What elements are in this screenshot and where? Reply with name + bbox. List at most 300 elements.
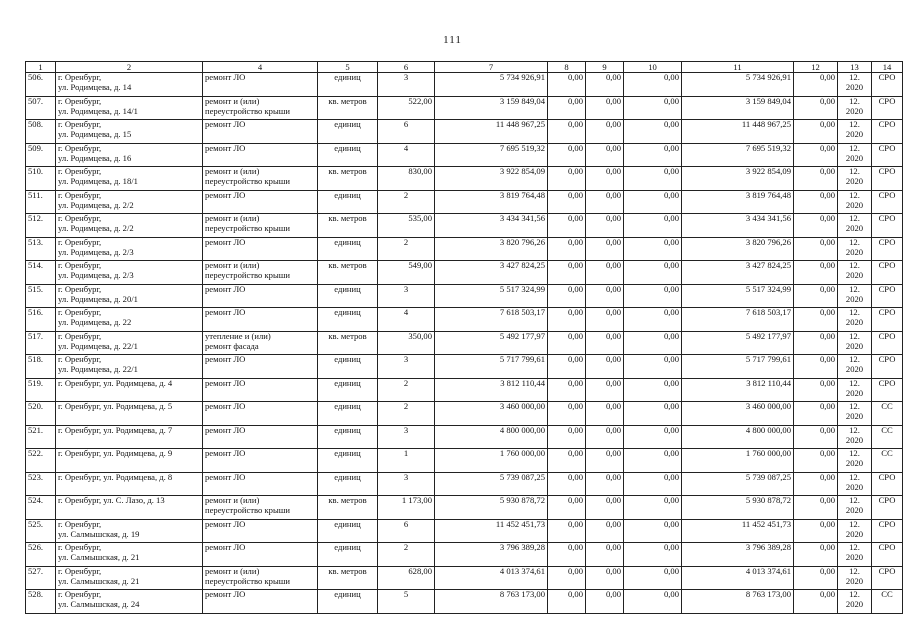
row-number: 519.: [26, 378, 56, 402]
quantity-cell: 2: [378, 237, 435, 261]
work-type-cell-line: ремонт и (или): [205, 260, 260, 270]
address-cell: [56, 284, 203, 308]
work-type-cell-line: [205, 459, 315, 469]
completion-date-cell-line: 12.: [849, 401, 860, 411]
completion-date-cell-line: 12.: [849, 448, 860, 458]
unit-cell: кв. метров: [318, 261, 378, 285]
completion-date-cell-line: 12.: [849, 542, 860, 552]
completion-date-cell: [838, 472, 872, 496]
row-number: 517.: [26, 331, 56, 355]
address-cell-line: г. Оренбург,: [58, 143, 102, 153]
completion-date-cell-line: 12.: [849, 260, 860, 270]
work-type-cell-line: ремонт и (или): [205, 213, 260, 223]
unit-cell: единиц: [318, 402, 378, 426]
col-8-cell: 0,00: [548, 143, 586, 167]
row-number: 520.: [26, 402, 56, 426]
total-cost-cell: 3 796 389,28: [435, 543, 548, 567]
col-9-cell: 0,00: [586, 543, 624, 567]
funding-source-cell: СС: [872, 449, 903, 473]
col-11-cell: 8 763 173,00: [682, 590, 794, 614]
work-type-cell: [203, 566, 318, 590]
table-row: [26, 214, 903, 238]
unit-cell: единиц: [318, 190, 378, 214]
row-number: 511.: [26, 190, 56, 214]
col-8-cell: 0,00: [548, 331, 586, 355]
address-cell: [56, 543, 203, 567]
completion-date-cell-line: 2020: [845, 293, 864, 304]
address-cell-line: г. Оренбург,: [58, 519, 102, 529]
col-8-cell: 0,00: [548, 96, 586, 120]
col-12-cell: 0,00: [794, 590, 838, 614]
address-cell: [56, 190, 203, 214]
total-cost-cell: 7 695 519,32: [435, 143, 548, 167]
row-number: 507.: [26, 96, 56, 120]
work-type-cell: [203, 237, 318, 261]
address-cell-line: [58, 436, 200, 446]
address-cell-line: г. Оренбург,: [58, 589, 102, 599]
funding-source-cell: СРО: [872, 496, 903, 520]
col-12-cell: 0,00: [794, 543, 838, 567]
col-11-cell: 3 796 389,28: [682, 543, 794, 567]
col-11-cell: 1 760 000,00: [682, 449, 794, 473]
work-type-cell-line: [205, 83, 315, 93]
quantity-cell: 350,00: [378, 331, 435, 355]
work-type-cell-line: [205, 201, 315, 211]
completion-date-cell: [838, 331, 872, 355]
col-11-cell: 11 452 451,73: [682, 519, 794, 543]
total-cost-cell: 4 800 000,00: [435, 425, 548, 449]
funding-source-cell: СРО: [872, 331, 903, 355]
completion-date-cell: [838, 402, 872, 426]
address-cell-line: г. Оренбург,: [58, 354, 102, 364]
work-type-cell-line: переустройство крыши: [205, 105, 290, 116]
col-8-cell: 0,00: [548, 167, 586, 191]
col-12-cell: 0,00: [794, 261, 838, 285]
address-cell-line: г. Оренбург,: [58, 72, 102, 82]
work-type-cell-line: ремонт ЛО: [205, 143, 246, 153]
completion-date-cell-line: 12.: [849, 425, 860, 435]
col-10-cell: 0,00: [624, 73, 682, 97]
work-type-cell-line: ремонт ЛО: [205, 119, 246, 129]
address-cell: [56, 378, 203, 402]
work-type-cell: [203, 190, 318, 214]
completion-date-cell-line: 2020: [845, 223, 864, 233]
col-10-cell: 0,00: [624, 190, 682, 214]
completion-date-cell-line: 2020: [845, 176, 864, 186]
completion-date-cell-line: 12.: [849, 96, 860, 106]
completion-date-cell: [838, 261, 872, 285]
col-10-cell: 0,00: [624, 378, 682, 402]
col-9-cell: 0,00: [586, 190, 624, 214]
address-cell-line: ул. Родимцева, д. 22: [58, 317, 132, 327]
col-12-cell: 0,00: [794, 73, 838, 97]
address-cell: [56, 355, 203, 379]
completion-date-cell-line: 2020: [845, 481, 864, 492]
address-cell: [56, 143, 203, 167]
address-cell-line: ул. Родимцева, д. 2/2: [58, 199, 134, 210]
address-cell-line: ул. Родимцева, д. 22/1: [58, 364, 138, 374]
address-cell: [56, 120, 203, 144]
completion-date-cell: [838, 449, 872, 473]
address-cell-line: ул. Родимцева, д. 15: [58, 129, 132, 139]
address-cell-line: г. Оренбург,: [58, 237, 102, 247]
work-type-cell: [203, 519, 318, 543]
unit-cell: единиц: [318, 308, 378, 332]
completion-date-cell: [838, 308, 872, 332]
unit-cell: единиц: [318, 355, 378, 379]
total-cost-cell: 3 460 000,00: [435, 402, 548, 426]
col-8-cell: 0,00: [548, 284, 586, 308]
completion-date-cell: [838, 190, 872, 214]
col-10-cell: 0,00: [624, 496, 682, 520]
column-header: 10: [624, 62, 682, 73]
address-cell-line: г. Оренбург, ул. Родимцева, д. 7: [58, 425, 173, 435]
table-row: [26, 120, 903, 144]
col-9-cell: 0,00: [586, 519, 624, 543]
address-cell-line: ул. Родимцева, д. 2/3: [58, 246, 134, 257]
column-header: 5: [318, 62, 378, 73]
work-type-cell: [203, 449, 318, 473]
col-9-cell: 0,00: [586, 496, 624, 520]
total-cost-cell: 5 717 799,61: [435, 355, 548, 379]
total-cost-cell: 4 013 374,61: [435, 566, 548, 590]
completion-date-cell: [838, 566, 872, 590]
col-10-cell: 0,00: [624, 449, 682, 473]
quantity-cell: 522,00: [378, 96, 435, 120]
completion-date-cell-line: 12.: [849, 72, 860, 82]
col-12-cell: 0,00: [794, 284, 838, 308]
row-number: 508.: [26, 120, 56, 144]
work-type-cell: [203, 543, 318, 567]
page-number: 111: [443, 34, 462, 46]
address-cell: [56, 214, 203, 238]
total-cost-cell: 8 763 173,00: [435, 590, 548, 614]
col-12-cell: 0,00: [794, 402, 838, 426]
unit-cell: единиц: [318, 284, 378, 308]
completion-date-cell: [838, 519, 872, 543]
unit-cell: единиц: [318, 378, 378, 402]
col-9-cell: 0,00: [586, 73, 624, 97]
col-8-cell: 0,00: [548, 237, 586, 261]
funding-source-cell: СРО: [872, 143, 903, 167]
col-9-cell: 0,00: [586, 402, 624, 426]
funding-source-cell: СРО: [872, 566, 903, 590]
funding-source-cell: СРО: [872, 308, 903, 332]
work-type-cell: [203, 425, 318, 449]
table-row: [26, 331, 903, 355]
address-cell-line: [58, 506, 200, 516]
completion-date-cell-line: 2020: [845, 129, 864, 139]
col-12-cell: 0,00: [794, 167, 838, 191]
completion-date-cell: [838, 73, 872, 97]
funding-source-cell: СРО: [872, 237, 903, 261]
row-number: 516.: [26, 308, 56, 332]
completion-date-cell-line: 12.: [849, 143, 860, 153]
funding-source-cell: СРО: [872, 190, 903, 214]
col-12-cell: 0,00: [794, 308, 838, 332]
row-number: 509.: [26, 143, 56, 167]
total-cost-cell: 5 517 324,99: [435, 284, 548, 308]
column-header: 12: [794, 62, 838, 73]
address-cell: [56, 237, 203, 261]
col-12-cell: 0,00: [794, 331, 838, 355]
table-row: [26, 355, 903, 379]
col-9-cell: 0,00: [586, 425, 624, 449]
completion-date-cell: [838, 425, 872, 449]
unit-cell: кв. метров: [318, 167, 378, 191]
col-11-cell: 7 695 519,32: [682, 143, 794, 167]
completion-date-cell-line: 2020: [845, 364, 864, 374]
col-10-cell: 0,00: [624, 543, 682, 567]
completion-date-cell-line: 2020: [845, 387, 864, 398]
table-row: [26, 167, 903, 191]
work-type-cell-line: [205, 600, 315, 610]
work-type-cell-line: [205, 553, 315, 563]
col-10-cell: 0,00: [624, 143, 682, 167]
table-body: [26, 73, 903, 614]
quantity-cell: 628,00: [378, 566, 435, 590]
col-11-cell: 3 922 854,09: [682, 167, 794, 191]
completion-date-cell-line: 12.: [849, 119, 860, 129]
column-header: 11: [682, 62, 794, 73]
col-11-cell: 4 013 374,61: [682, 566, 794, 590]
address-cell: [56, 261, 203, 285]
work-type-cell: [203, 308, 318, 332]
table-row: [26, 284, 903, 308]
quantity-cell: 549,00: [378, 261, 435, 285]
work-type-cell: [203, 331, 318, 355]
address-cell: [56, 331, 203, 355]
address-cell: [56, 308, 203, 332]
total-cost-cell: 7 618 503,17: [435, 308, 548, 332]
total-cost-cell: 3 812 110,44: [435, 378, 548, 402]
quantity-cell: 3: [378, 472, 435, 496]
completion-date-cell-line: 12.: [849, 237, 860, 247]
table-row: [26, 378, 903, 402]
row-number: 526.: [26, 543, 56, 567]
unit-cell: единиц: [318, 449, 378, 473]
work-type-cell-line: [205, 248, 315, 258]
completion-date-cell-line: 12.: [849, 213, 860, 223]
work-type-cell-line: ремонт ЛО: [205, 448, 246, 458]
col-9-cell: 0,00: [586, 472, 624, 496]
total-cost-cell: 5 739 087,25: [435, 472, 548, 496]
table-row: [26, 96, 903, 120]
work-type-cell: [203, 120, 318, 144]
completion-date-cell-line: 12.: [849, 190, 860, 200]
col-11-cell: 5 492 177,97: [682, 331, 794, 355]
work-type-cell: [203, 472, 318, 496]
address-cell-line: г. Оренбург, ул. Родимцева, д. 5: [58, 401, 173, 411]
table-row: [26, 143, 903, 167]
unit-cell: кв. метров: [318, 214, 378, 238]
row-number: 515.: [26, 284, 56, 308]
completion-date-cell: [838, 214, 872, 238]
total-cost-cell: 3 159 849,04: [435, 96, 548, 120]
table-row: [26, 402, 903, 426]
col-8-cell: 0,00: [548, 402, 586, 426]
work-type-cell: [203, 73, 318, 97]
row-number: 512.: [26, 214, 56, 238]
funding-source-cell: СРО: [872, 167, 903, 191]
work-type-cell: [203, 355, 318, 379]
completion-date-cell: [838, 120, 872, 144]
funding-source-cell: СРО: [872, 96, 903, 120]
completion-date-cell-line: 12.: [849, 495, 860, 505]
total-cost-cell: 5 492 177,97: [435, 331, 548, 355]
address-cell: [56, 167, 203, 191]
column-header: 2: [56, 62, 203, 73]
total-cost-cell: 3 820 796,26: [435, 237, 548, 261]
completion-date-cell: [838, 543, 872, 567]
funding-source-cell: СРО: [872, 543, 903, 567]
col-10-cell: 0,00: [624, 566, 682, 590]
completion-date-cell-line: 12.: [849, 566, 860, 576]
col-9-cell: 0,00: [586, 284, 624, 308]
col-11-cell: 7 618 503,17: [682, 308, 794, 332]
col-10-cell: 0,00: [624, 261, 682, 285]
address-cell-line: [58, 459, 200, 469]
work-type-cell-line: [205, 436, 315, 446]
completion-date-cell-line: 12.: [849, 472, 860, 482]
address-cell-line: [58, 412, 200, 422]
col-12-cell: 0,00: [794, 190, 838, 214]
col-11-cell: 5 734 926,91: [682, 73, 794, 97]
col-10-cell: 0,00: [624, 237, 682, 261]
work-type-cell-line: переустройство крыши: [205, 505, 290, 515]
table-row: [26, 566, 903, 590]
column-header: 1: [26, 62, 56, 73]
col-10-cell: 0,00: [624, 355, 682, 379]
work-type-cell-line: ремонт ЛО: [205, 425, 246, 435]
column-header: 7: [435, 62, 548, 73]
funding-source-cell: СС: [872, 402, 903, 426]
address-cell-line: [58, 389, 200, 399]
col-12-cell: 0,00: [794, 214, 838, 238]
col-8-cell: 0,00: [548, 355, 586, 379]
col-11-cell: 5 717 799,61: [682, 355, 794, 379]
funding-source-cell: СРО: [872, 214, 903, 238]
col-12-cell: 0,00: [794, 449, 838, 473]
funding-source-cell: СРО: [872, 120, 903, 144]
work-type-cell: [203, 143, 318, 167]
column-header: 4: [203, 62, 318, 73]
work-type-cell: [203, 590, 318, 614]
table-row: [26, 261, 903, 285]
unit-cell: единиц: [318, 519, 378, 543]
col-10-cell: 0,00: [624, 96, 682, 120]
address-cell-line: ул. Родимцева, д. 14: [58, 82, 132, 92]
funding-source-cell: СРО: [872, 261, 903, 285]
completion-date-cell: [838, 378, 872, 402]
col-12-cell: 0,00: [794, 519, 838, 543]
completion-date-cell-line: 2020: [845, 458, 864, 468]
completion-date-cell-line: 12.: [849, 519, 860, 529]
work-type-cell-line: [205, 412, 315, 422]
address-cell-line: ул. Родимцева, д. 16: [58, 152, 132, 163]
col-10-cell: 0,00: [624, 519, 682, 543]
funding-source-cell: СРО: [872, 472, 903, 496]
col-12-cell: 0,00: [794, 566, 838, 590]
work-type-cell-line: ремонт и (или): [205, 166, 260, 176]
work-type-cell-line: ремонт ЛО: [205, 519, 246, 529]
quantity-cell: 4: [378, 308, 435, 332]
work-type-cell-line: ремонт ЛО: [205, 354, 246, 364]
table-row: [26, 190, 903, 214]
col-12-cell: 0,00: [794, 355, 838, 379]
completion-date-cell: [838, 167, 872, 191]
completion-date-cell-line: 2020: [845, 505, 864, 515]
col-8-cell: 0,00: [548, 190, 586, 214]
col-11-cell: 3 434 341,56: [682, 214, 794, 238]
work-type-cell-line: [205, 530, 315, 540]
column-number-row: [26, 62, 903, 73]
work-type-cell-line: [205, 154, 315, 164]
col-10-cell: 0,00: [624, 425, 682, 449]
col-8-cell: 0,00: [548, 590, 586, 614]
work-type-cell: [203, 167, 318, 191]
work-type-cell-line: ремонт ЛО: [205, 378, 246, 388]
row-number: 527.: [26, 566, 56, 590]
completion-date-cell-line: 2020: [845, 270, 864, 280]
quantity-cell: 3: [378, 425, 435, 449]
work-type-cell-line: ремонт ЛО: [205, 401, 246, 411]
work-type-cell-line: [205, 483, 315, 493]
completion-date-cell: [838, 237, 872, 261]
quantity-cell: 3: [378, 73, 435, 97]
col-9-cell: 0,00: [586, 261, 624, 285]
address-cell-line: г. Оренбург,: [58, 166, 102, 176]
address-cell-line: ул. Салмышская, д. 21: [58, 575, 140, 586]
col-11-cell: 3 460 000,00: [682, 402, 794, 426]
completion-date-cell-line: 2020: [845, 528, 864, 539]
funding-source-cell: СРО: [872, 355, 903, 379]
work-type-cell: [203, 402, 318, 426]
col-12-cell: 0,00: [794, 378, 838, 402]
address-cell-line: г. Оренбург,: [58, 119, 102, 129]
completion-date-cell-line: 2020: [845, 246, 864, 257]
address-cell-line: г. Оренбург, ул. Родимцева, д. 4: [58, 378, 173, 388]
row-number: 521.: [26, 425, 56, 449]
completion-date-cell-line: 2020: [845, 317, 864, 327]
col-8-cell: 0,00: [548, 120, 586, 144]
address-cell-line: ул. Салмышская, д. 21: [58, 552, 140, 562]
completion-date-cell-line: 2020: [845, 340, 864, 351]
work-type-cell-line: [205, 365, 315, 375]
col-11-cell: 4 800 000,00: [682, 425, 794, 449]
table-row: [26, 449, 903, 473]
col-12-cell: 0,00: [794, 120, 838, 144]
col-10-cell: 0,00: [624, 214, 682, 238]
col-8-cell: 0,00: [548, 496, 586, 520]
work-type-cell-line: ремонт ЛО: [205, 72, 246, 82]
col-10-cell: 0,00: [624, 284, 682, 308]
quantity-cell: 2: [378, 402, 435, 426]
col-10-cell: 0,00: [624, 590, 682, 614]
quantity-cell: 4: [378, 143, 435, 167]
col-8-cell: 0,00: [548, 425, 586, 449]
col-10-cell: 0,00: [624, 120, 682, 144]
completion-date-cell: [838, 355, 872, 379]
unit-cell: единиц: [318, 143, 378, 167]
unit-cell: единиц: [318, 472, 378, 496]
work-type-cell-line: ремонт фасада: [205, 340, 259, 351]
work-type-cell: [203, 284, 318, 308]
unit-cell: единиц: [318, 120, 378, 144]
col-8-cell: 0,00: [548, 449, 586, 473]
work-type-cell: [203, 378, 318, 402]
col-9-cell: 0,00: [586, 143, 624, 167]
